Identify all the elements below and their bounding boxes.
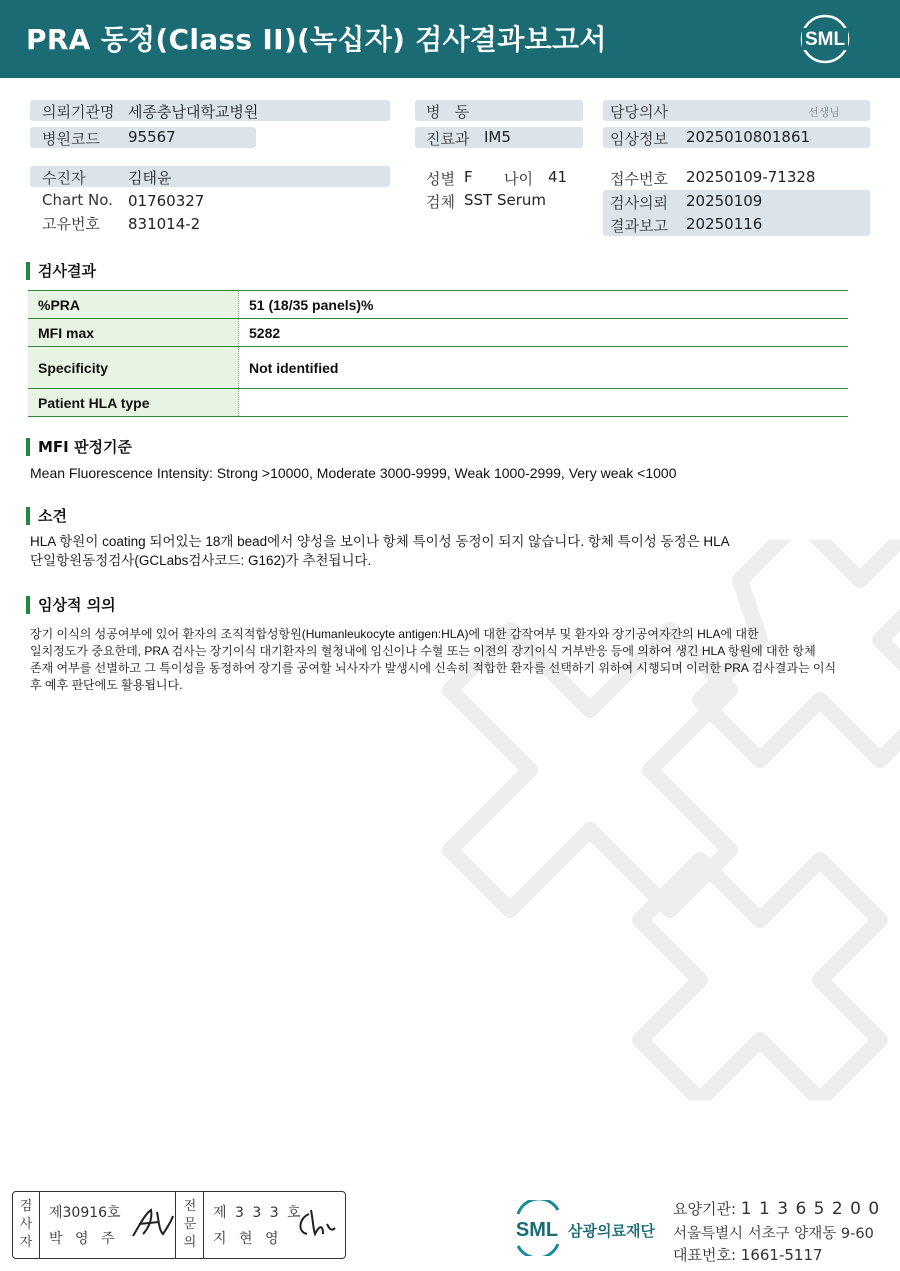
footer-code: 1 1 3 6 5 2 0 0 [740,1199,881,1219]
sex-value: F [464,168,473,186]
result-value [239,389,849,417]
specialist-label: 전문의 [183,1199,197,1250]
clinical-value: 2025010801861 [686,128,811,146]
result-key: %PRA [28,291,239,319]
footer-phone-line [673,1244,823,1265]
table-row [28,319,848,347]
watermark-cross-icon [340,540,900,1100]
request-value: 20250109 [686,192,763,210]
inspector-license: 제30916호 [49,1205,121,1221]
specimen-label: 검체 [426,193,455,211]
chart-value: 01760327 [128,192,205,210]
footer-address: 서울특별시 서초구 양재동 9-60 [673,1226,874,1242]
report-value: 20250116 [686,215,763,233]
specialist-name: 지 현 영 [213,1231,283,1247]
result-key: Patient HLA type [28,389,239,417]
signature-box [12,1191,346,1259]
clinical-meaning-title: 임상적 의의 [26,596,116,614]
sml-logo-icon [798,12,852,66]
inspector-name: 박 영 주 [49,1231,119,1247]
sex-label: 성별 [426,170,455,188]
patient-value: 김태윤 [128,169,172,187]
hospital-code-value: 95567 [128,128,176,146]
signature-divider [203,1192,204,1258]
age-label: 나이 [504,170,533,188]
footer-phone: 1661-5117 [740,1246,823,1264]
doctor-label: 담당의사 [610,103,668,121]
result-key: Specificity [28,347,239,389]
patient-label: 수진자 [42,169,86,187]
chart-label: Chart No. [42,191,113,209]
dept-label: 진료과 [426,130,470,148]
results-table [28,290,848,417]
signature-divider [39,1192,40,1258]
specialist-signature-icon [293,1206,339,1242]
sml-footer-logo-icon [510,1200,670,1256]
institution-value: 세종충남대학교병원 [128,103,259,121]
page-title: PRA 동정(Class II)(녹십자) 검사결과보고서 [26,23,607,56]
unique-value: 831014-2 [128,215,201,233]
opinion-text: HLA 항원이 coating 되어있는 18개 bead에서 양성을 보이나 항체 특이성 동정이 되지 않습니다. 항체 특이성 동정은 HLA 단일항원동정검사(GCLabs검사코드: G162)가 추천됩니다. [30,534,730,568]
criteria-text: Mean Fluorescence Intensity: Strong >10000, Moderate 3000-9999, Weak 1000-2999, Very weak <1000 [30,465,677,481]
inspector-signature-icon [129,1206,177,1242]
footer-phone-label: 대표번호: [673,1246,737,1264]
hospital-code-label: 병원코드 [42,130,100,148]
unique-label: 고유번호 [42,215,100,233]
report-header [0,0,900,78]
clinical-label: 임상정보 [610,130,668,148]
report-label: 결과보고 [610,217,668,235]
ward-label: 병 동 [426,103,470,121]
result-key: MFI max [28,319,239,347]
receipt-value: 20250109-71328 [686,168,816,186]
footer-code-label: 요양기관: [673,1200,737,1218]
institution-label: 의뢰기관명 [42,103,115,121]
footer-org-name: 삼광의료재단 [568,1222,655,1240]
opinion-title: 소견 [26,507,67,525]
table-row [28,291,848,319]
age-value: 41 [548,168,568,186]
inspector-label: 검사자 [19,1199,33,1250]
result-value: 51 (18/35 panels)% [239,291,849,319]
header-logo-text: SML [804,29,846,50]
table-row [28,389,848,417]
table-row [28,347,848,389]
results-title: 검사결과 [26,262,96,280]
signature-divider [175,1192,176,1258]
criteria-title: MFI 판정기준 [26,438,132,456]
footer-logo-text: SML [515,1219,559,1241]
receipt-label: 접수번호 [610,170,668,188]
dept-value: IM5 [484,128,511,146]
result-value: Not identified [239,347,849,389]
request-label: 검사의뢰 [610,194,668,212]
result-value: 5282 [239,319,849,347]
footer-code-line [673,1198,880,1219]
doctor-suffix: 선생님 [808,106,840,119]
specimen-value: SST Serum [464,191,547,209]
clinical-meaning-text: 장기 이식의 성공여부에 있어 환자의 조직적합성항원(Humanleukocyte antigen:HLA)에 대한 감작여부 및 환자와 장기공여자간의 HLA에 대한 일치정도가 중요한데, PRA 검사는 장기이식 대기환자의 혈청내에 임신이나 수혈 또는 이전의 장기이식 거부반응 등에 의하여 생긴 HLA 항원에 대한 항체 존재 여부를 선별하고 그 특이성을 동정하여 장기를 공여할 뇌사자가 발생시에 신속히 적합한 환자를 선택하기 위하여 시행되며 이러한 PRA 검사결과는 이식 후 예후 판단에도 활용됩니다. [30,627,837,692]
specialist-license: 제 3 3 3 호 [213,1205,303,1221]
